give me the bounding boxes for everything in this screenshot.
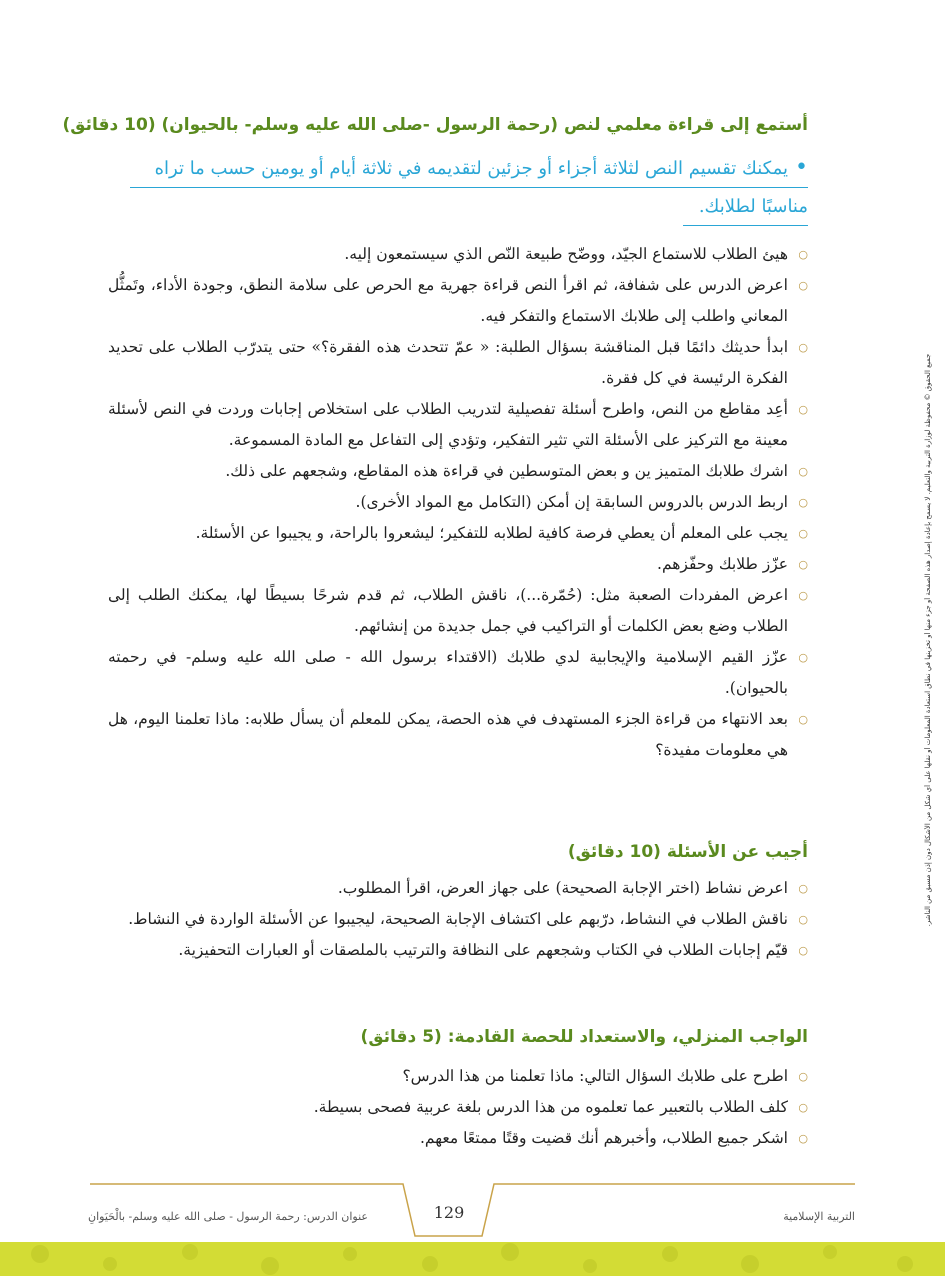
list-item-text: كلف الطلاب بالتعبير عما تعلموه من هذا الدرس بلغة عربية فصحى بسيطة. [313,1098,788,1116]
circle-bullet-icon: ○ [798,651,808,664]
list-item [108,549,808,580]
list-item [108,935,808,966]
list-item [108,642,808,704]
circle-bullet-icon: ○ [798,913,808,926]
note-bullet-icon: • [795,155,808,180]
note-line-2: مناسبًا لطلابك. [698,196,808,217]
circle-bullet-icon: ○ [798,341,808,354]
list-item [108,904,808,935]
list-item [108,394,808,456]
list-item-text: ناقش الطلاب في النشاط، درّبهم على اكتشاف الإجابة الصحيحة، ليجيبوا عن الأسئلة الواردة في النشاط. [128,910,788,928]
circle-bullet-icon: ○ [798,944,808,957]
circle-bullet-icon: ○ [798,248,808,261]
list-item-text: اربط الدرس بالدروس السابقة إن أمكن (التكامل مع المواد الأخرى). [355,493,788,511]
note-line-1: •يمكنك تقسيم النص لثلاثة أجزاء أو جزئين لتقديمه في ثلاثة أيام أو يومين حسب ما تراه [108,149,808,188]
circle-bullet-icon: ○ [798,1070,808,1083]
bottom-decorative-band [0,1242,945,1276]
circle-bullet-icon: ○ [798,496,808,509]
circle-bullet-icon: ○ [798,713,808,726]
list-item [108,873,808,904]
circle-bullet-icon: ○ [798,882,808,895]
footer-lesson-title: عنوان الدرس: رحمة الرسول - صلى الله عليه وسلم- بالْحَيَوانِ [88,1210,368,1223]
circle-bullet-icon: ○ [798,279,808,292]
list-item [108,518,808,549]
list-item-text: عزّز طلابك وحفّزهم. [657,555,788,573]
list-item [108,456,808,487]
section-heading-answer: أجيب عن الأسئلة (10 دقائق) [567,842,808,862]
list-item-text: عزّز القيم الإسلامية والإيجابية لدي طلابك (الاقتداء برسول الله - صلى الله عليه وسلم- في رحمته بالحيوان). [108,648,788,697]
circle-bullet-icon: ○ [798,589,808,602]
list-item [108,239,808,270]
circle-bullet-icon: ○ [798,527,808,540]
list-item-text: ابدأ حديثك دائمًا قبل المناقشة بسؤال الطلبة: « عمّ تتحدث هذه الفقرة؟» حتى يتدرّب الطلاب على تحديد الفكرة الرئيسة في كل فقرة. [108,338,788,387]
list-item [108,704,808,766]
list-item-text: قيّم إجابات الطلاب في الكتاب وشجعهم على النظافة والترتيب بالملصقات أو العبارات التحفيزية. [178,941,788,959]
circle-bullet-icon: ○ [798,465,808,478]
note-underline-2 [683,225,808,226]
listen-list [108,239,808,766]
section-heading-listen: أستمع إلى قراءة معلمي لنص (رحمة الرسول -صلى الله عليه وسلم- بالحيوان) (10 دقائق) [62,115,808,135]
list-item [108,580,808,642]
footer-subject: التربية الإسلامية [783,1210,855,1223]
list-item-text: أعِد مقاطع من النص، واطرح أسئلة تفصيلية لتدريب الطلاب على استخلاص إجابات وردت في النص لأسئلة معينة مع التركيز على الأسئلة التي تثير التفكير، وتؤدي إلى التفاعل مع المادة المسموعة. [108,400,788,449]
circle-bullet-icon: ○ [798,1101,808,1114]
list-item [108,1123,808,1154]
homework-list [108,1061,808,1154]
note-underline-1 [130,187,808,188]
list-item [108,1092,808,1123]
circle-bullet-icon: ○ [798,1132,808,1145]
list-item-text: اشرك طلابك المتميز ين و بعض المتوسطين في قراءة هذه المقاطع، وشجعهم على ذلك. [225,462,788,480]
list-item-text: اعرض المفردات الصعبة مثل: (حُمّرة...)، ناقش الطلاب، ثم قدم شرحًا بسيطًا لها، يمكنك الطلب إلى الطلاب وضع بعض الكلمات أو التراكيب في جمل جديدة من إنشائهم. [108,586,788,635]
section-heading-homework: الواجب المنزلي، والاستعداد للحصة القادمة: (5 دقائق) [360,1027,808,1047]
list-item-text: بعد الانتهاء من قراءة الجزء المستهدف في هذه الحصة، يمكن للمعلم أن يسأل طلابه: ماذا تعلمنا اليوم، هل هي معلومات مفيدة؟ [108,710,788,759]
list-item-text: اشكر جميع الطلاب، وأخبرهم أنك قضيت وقتًا ممتعًا معهم. [419,1129,788,1147]
list-item-text: يجب على المعلم أن يعطي فرصة كافية لطلابه للتفكير؛ ليشعروا بالراحة، و يجيبوا عن الأسئلة. [195,524,788,542]
circle-bullet-icon: ○ [798,558,808,571]
answer-list [108,873,808,966]
list-item [108,332,808,394]
list-item [108,487,808,518]
list-item [108,1061,808,1092]
list-item-text: اطرح على طلابك السؤال التالي: ماذا تعلمنا من هذا الدرس؟ [402,1067,788,1085]
list-item-text: اعرض نشاط (اختر الإجابة الصحيحة) على جهاز العرض، اقرأ المطلوب. [337,879,788,897]
copyright-side-text: جميع الحقوق © محفوظة لوزارة التربية والتعليم. لا يسمح بإعادة إصدار هذه الصفحة أو جزء منها أو تخزينها في نطاق استعادة المعلومات أو نقلها على أي شكل من الأشكال دون إذن مسبق من الناشر. [924,353,932,927]
circle-bullet-icon: ○ [798,403,808,416]
list-item-text: هيئ الطلاب للاستماع الجيّد، ووضّح طبيعة النّص الذي سيستمعون إليه. [344,245,788,263]
page-number: 129 [433,1203,465,1222]
list-item-text: اعرض الدرس على شفافة، ثم اقرأ النص قراءة جهرية مع الحرص على سلامة النطق، وجودة الأداء، وتَمثُّل المعاني واطلب إلى طلابك الاستماع والتفكر فيه. [108,276,788,325]
list-item [108,270,808,332]
